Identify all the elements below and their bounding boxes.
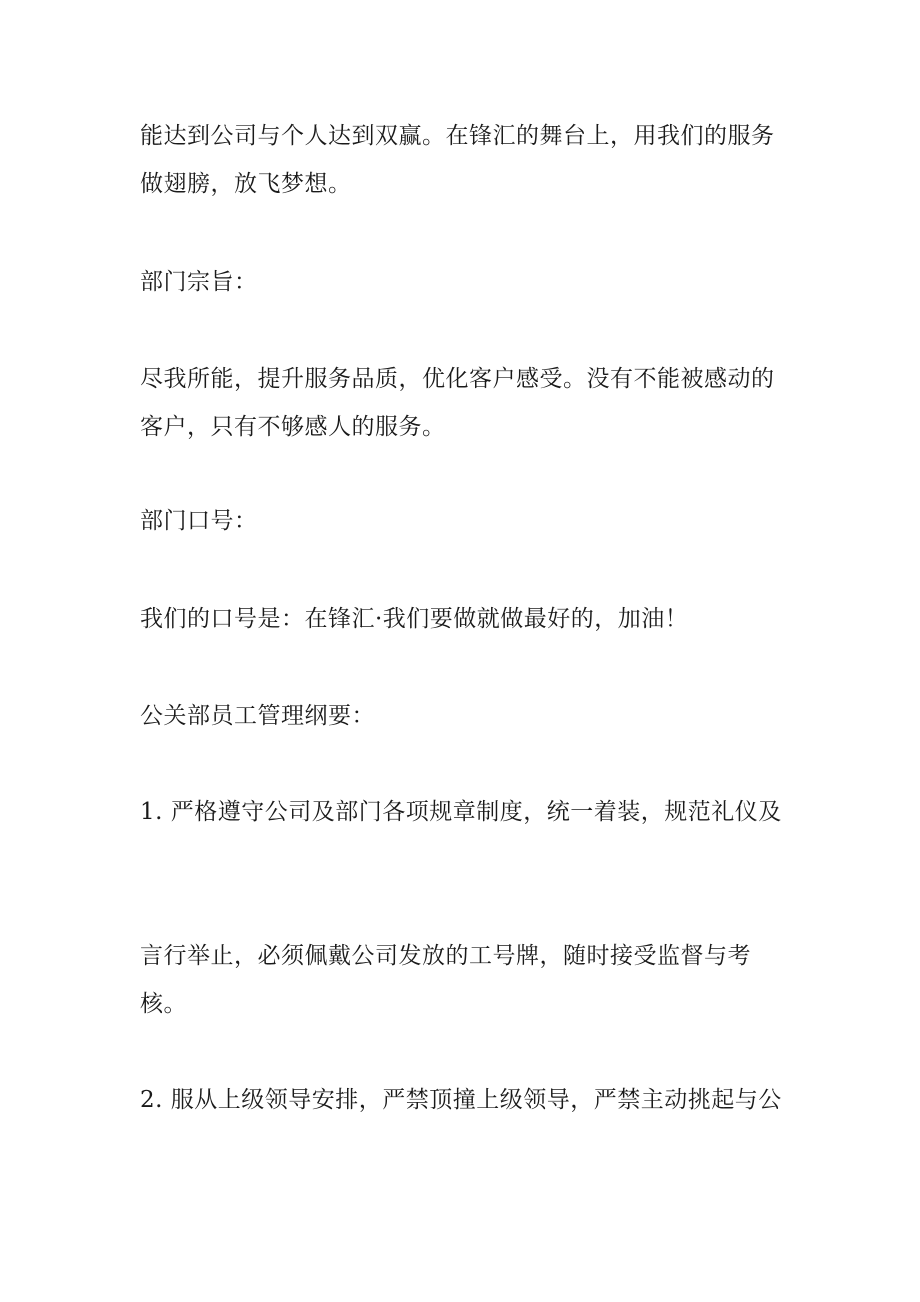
list-item-1-continued: 言行举止，必须佩戴公司发放的工号牌，随时接受监督与考核。	[140, 943, 751, 1017]
list-item-2: 2. 服从上级领导安排，严禁顶撞上级领导，严禁主动挑起与公	[140, 1087, 782, 1113]
paragraph-department-purpose: 尽我所能，提升服务品质，优化客户感受。没有不能被感动的客户，只有不够感人的服务。	[140, 366, 775, 440]
paragraph-intro-closing: 能达到公司与个人达到双赢。在锋汇的舞台上，用我们的服务做翅膀，放飞梦想。	[140, 123, 775, 197]
heading-department-slogan: 部门口号：	[140, 508, 258, 534]
paragraph-department-slogan: 我们的口号是：在锋汇·我们要做就做最好的，加油！	[140, 606, 689, 632]
heading-staff-management-outline: 公关部员工管理纲要：	[140, 703, 375, 729]
heading-department-purpose: 部门宗旨：	[140, 269, 258, 295]
list-item-1: 1. 严格遵守公司及部门各项规章制度，统一着装，规范礼仪及	[140, 799, 782, 825]
